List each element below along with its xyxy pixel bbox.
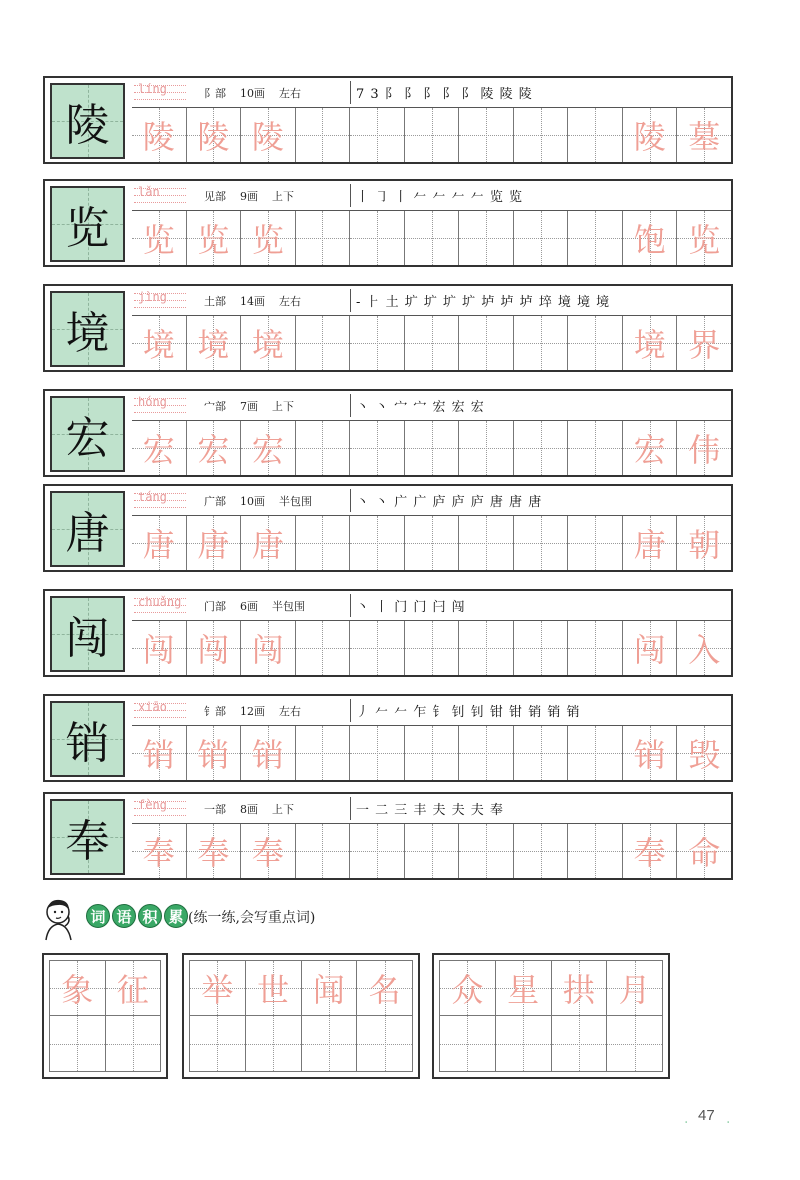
practice-cell[interactable] [187, 824, 242, 878]
character-meta [204, 293, 315, 309]
character-info-row [132, 486, 731, 516]
vocab-trace-character: 举 [201, 971, 234, 1009]
pinyin-text: xiāo [138, 700, 167, 714]
practice-cell[interactable] [187, 108, 242, 162]
practice-grid [132, 316, 731, 370]
trace-word-character: 墓 [688, 118, 721, 156]
vocab-practice-cell[interactable] [440, 1016, 496, 1071]
trace-character: 宏 [197, 431, 230, 469]
vocab-word-block [432, 953, 670, 1079]
trace-word-character: 奉 [633, 834, 666, 872]
practice-cell[interactable] [132, 316, 187, 370]
radical: 宀部 [204, 400, 226, 413]
pinyin-box[interactable] [132, 288, 188, 312]
model-character-box [50, 596, 125, 672]
character-info-row [132, 181, 731, 211]
trace-word-character: 陵 [633, 118, 666, 156]
character-meta [204, 398, 308, 414]
pinyin-text: táng [138, 490, 167, 504]
pinyin-text: jìng [138, 290, 167, 304]
trace-character: 唐 [142, 526, 175, 564]
practice-cell[interactable] [241, 211, 296, 265]
practice-cell[interactable] [459, 108, 514, 162]
vocab-trace-character: 月 [618, 971, 651, 1009]
practice-cell[interactable] [623, 726, 678, 780]
structure: 半包围 [272, 600, 305, 613]
vocab-trace-character: 名 [368, 971, 401, 1009]
character-block [43, 76, 733, 164]
trace-character: 境 [197, 326, 230, 364]
character-block [43, 694, 733, 782]
character-block [43, 484, 733, 572]
vocab-trace-cell[interactable] [607, 961, 662, 1015]
vocab-title [86, 904, 188, 928]
practice-grid [132, 824, 731, 878]
practice-cell[interactable] [459, 316, 514, 370]
vocab-practice-cell[interactable] [357, 1016, 412, 1071]
vocab-trace-cell[interactable] [552, 961, 608, 1015]
practice-cell[interactable] [296, 316, 351, 370]
character-block [43, 284, 733, 372]
pinyin-text: lǎn [138, 185, 160, 199]
practice-cell[interactable] [623, 108, 678, 162]
practice-cell[interactable] [623, 421, 678, 475]
trace-word-character: 界 [688, 326, 721, 364]
character-meta [204, 598, 319, 614]
trace-word-character: 销 [633, 736, 666, 774]
trace-word-character: 命 [688, 834, 721, 872]
radical: 门部 [204, 600, 226, 613]
pinyin-box[interactable] [132, 698, 188, 722]
trace-character: 奉 [251, 834, 284, 872]
practice-cell[interactable] [350, 108, 405, 162]
practice-cell[interactable] [677, 108, 731, 162]
practice-grid [132, 516, 731, 570]
pinyin-box[interactable] [132, 488, 188, 512]
vocab-trace-cell[interactable] [190, 961, 246, 1015]
character-info-row [132, 696, 731, 726]
trace-character: 销 [142, 736, 175, 774]
model-character-box [50, 396, 125, 472]
vocab-trace-cell[interactable] [302, 961, 358, 1015]
practice-cell[interactable] [514, 316, 569, 370]
vocab-title-char: 语 [112, 904, 136, 928]
vocab-trace-character: 闻 [312, 971, 345, 1009]
character-info-row [132, 794, 731, 824]
practice-cell[interactable] [296, 421, 351, 475]
pinyin-text: hóng [138, 395, 167, 409]
vocab-practice-cell[interactable] [246, 1016, 302, 1071]
vocab-trace-character: 世 [257, 971, 290, 1009]
vocab-title-char: 词 [86, 904, 110, 928]
trace-word-character: 宏 [633, 431, 666, 469]
practice-cell[interactable] [350, 621, 405, 675]
trace-character: 宏 [142, 431, 175, 469]
trace-character: 览 [251, 221, 284, 259]
trace-character: 销 [251, 736, 284, 774]
practice-cell[interactable] [677, 824, 731, 878]
structure: 左右 [279, 295, 301, 308]
vocab-practice-cell[interactable] [106, 1016, 161, 1071]
practice-cell[interactable] [350, 421, 405, 475]
practice-cell[interactable] [459, 726, 514, 780]
pinyin-box[interactable] [132, 80, 188, 104]
model-character: 览 [65, 203, 110, 254]
practice-cell[interactable] [241, 516, 296, 570]
practice-cell[interactable] [514, 421, 569, 475]
trace-character: 陵 [251, 118, 284, 156]
radical: 阝部 [204, 87, 226, 100]
stroke-order: 丶 丶 广 广 庐 庐 庐 唐 唐 唐 [356, 495, 543, 510]
page-number: 47 [698, 1107, 715, 1124]
vocab-subtitle: (练一练,会写重点词) [188, 910, 316, 926]
trace-character: 唐 [251, 526, 284, 564]
vocab-trace-cell[interactable] [496, 961, 552, 1015]
practice-cell[interactable] [405, 316, 460, 370]
vocab-trace-character: 象 [61, 971, 94, 1009]
model-character: 陵 [65, 100, 110, 151]
trace-word-character: 伟 [688, 431, 721, 469]
vocab-word-block [42, 953, 168, 1079]
practice-cell[interactable] [677, 211, 731, 265]
model-character-box [50, 291, 125, 367]
vocab-trace-cell[interactable] [357, 961, 412, 1015]
practice-cell[interactable] [187, 316, 242, 370]
trace-character: 境 [251, 326, 284, 364]
trace-character: 销 [197, 736, 230, 774]
vocab-practice-cell[interactable] [50, 1016, 106, 1071]
practice-cell[interactable] [459, 421, 514, 475]
practice-cell[interactable] [241, 726, 296, 780]
radical: 一部 [204, 803, 226, 816]
structure: 左右 [279, 705, 301, 718]
practice-cell[interactable] [623, 621, 678, 675]
practice-cell[interactable] [677, 621, 731, 675]
practice-cell[interactable] [350, 211, 405, 265]
practice-cell[interactable] [132, 824, 187, 878]
stroke-count: 6画 [240, 600, 258, 613]
vocab-trace-cell[interactable] [246, 961, 302, 1015]
stroke-count: 14画 [240, 295, 265, 308]
practice-cell[interactable] [568, 621, 623, 675]
practice-grid [132, 421, 731, 475]
model-character-box [50, 701, 125, 777]
vocab-title-char: 累 [164, 904, 188, 928]
vocab-trace-cell[interactable] [440, 961, 496, 1015]
character-block [43, 589, 733, 677]
practice-cell[interactable] [132, 726, 187, 780]
character-info-row [132, 286, 731, 316]
practice-cell[interactable] [405, 726, 460, 780]
trace-character: 闯 [251, 631, 284, 669]
practice-cell[interactable] [405, 824, 460, 878]
trace-character: 闯 [197, 631, 230, 669]
practice-cell[interactable] [241, 824, 296, 878]
model-character: 奉 [65, 816, 110, 867]
vocab-practice-cell[interactable] [607, 1016, 662, 1071]
practice-cell[interactable] [405, 108, 460, 162]
practice-cell[interactable] [132, 108, 187, 162]
practice-cell[interactable] [405, 516, 460, 570]
trace-character: 闯 [142, 631, 175, 669]
model-character: 闯 [65, 613, 110, 664]
character-block [43, 389, 733, 477]
model-character: 唐 [65, 508, 110, 559]
stroke-order: 丿 𠂉 𠂉 乍 钅 钊 钊 钳 钳 销 销 销 [356, 705, 581, 720]
character-info-row [132, 391, 731, 421]
stroke-order: 丶 丶 宀 宀 宏 宏 宏 [356, 400, 485, 415]
pinyin-box[interactable] [132, 796, 188, 820]
vocab-trace-cell[interactable] [50, 961, 106, 1015]
trace-word-character: 闯 [633, 631, 666, 669]
model-character-box [50, 186, 125, 262]
trace-character: 宏 [251, 431, 284, 469]
practice-cell[interactable] [241, 316, 296, 370]
pinyin-text: fèng [138, 798, 167, 812]
practice-cell[interactable] [514, 108, 569, 162]
pinyin-box[interactable] [132, 393, 188, 417]
practice-cell[interactable] [623, 211, 678, 265]
model-character: 销 [65, 718, 110, 769]
vocab-practice-cell[interactable] [190, 1016, 246, 1071]
practice-cell[interactable] [187, 516, 242, 570]
structure: 左右 [279, 87, 301, 100]
character-info-row [132, 591, 731, 621]
practice-cell[interactable] [459, 824, 514, 878]
structure: 半包围 [279, 495, 312, 508]
radical: 土部 [204, 295, 226, 308]
character-info-row [132, 78, 731, 108]
practice-cell[interactable] [296, 516, 351, 570]
practice-cell[interactable] [132, 621, 187, 675]
character-block [43, 792, 733, 880]
trace-character: 览 [142, 221, 175, 259]
trace-word-character: 览 [688, 221, 721, 259]
practice-cell[interactable] [568, 316, 623, 370]
model-character-box [50, 799, 125, 875]
practice-cell[interactable] [132, 516, 187, 570]
practice-cell[interactable] [623, 516, 678, 570]
stroke-count: 8画 [240, 803, 258, 816]
practice-cell[interactable] [187, 211, 242, 265]
character-meta [204, 703, 315, 719]
practice-grid [132, 726, 731, 780]
character-meta [204, 188, 308, 204]
trace-word-character: 境 [633, 326, 666, 364]
practice-cell[interactable] [514, 516, 569, 570]
trace-word-character: 毁 [688, 736, 721, 774]
practice-cell[interactable] [568, 211, 623, 265]
trace-character: 奉 [197, 834, 230, 872]
trace-word-character: 入 [688, 631, 721, 669]
page-number-decoration: · [726, 1115, 731, 1131]
stroke-count: 10画 [240, 87, 265, 100]
trace-character: 境 [142, 326, 175, 364]
model-character: 境 [65, 308, 110, 359]
practice-cell[interactable] [514, 211, 569, 265]
pinyin-box[interactable] [132, 183, 188, 207]
practice-cell[interactable] [623, 824, 678, 878]
trace-character: 奉 [142, 834, 175, 872]
practice-cell[interactable] [241, 621, 296, 675]
practice-cell[interactable] [405, 211, 460, 265]
stroke-count: 10画 [240, 495, 265, 508]
practice-cell[interactable] [568, 516, 623, 570]
stroke-order: 7 3 阝 阝 阝 阝 阝 陵 陵 陵 [356, 87, 533, 102]
character-meta [204, 801, 308, 817]
stroke-count: 12画 [240, 705, 265, 718]
practice-cell[interactable] [459, 516, 514, 570]
character-meta [204, 493, 326, 509]
model-character: 宏 [65, 413, 110, 464]
radical: 见部 [204, 190, 226, 203]
practice-cell[interactable] [568, 108, 623, 162]
practice-cell[interactable] [187, 421, 242, 475]
practice-cell[interactable] [459, 211, 514, 265]
character-block [43, 179, 733, 267]
practice-cell[interactable] [132, 421, 187, 475]
practice-cell[interactable] [241, 421, 296, 475]
practice-cell[interactable] [350, 516, 405, 570]
practice-cell[interactable] [677, 516, 731, 570]
practice-cell[interactable] [187, 726, 242, 780]
practice-cell[interactable] [187, 621, 242, 675]
radical: 广部 [204, 495, 226, 508]
trace-word-character: 唐 [633, 526, 666, 564]
page-number-decoration: · [684, 1115, 689, 1131]
practice-cell[interactable] [459, 621, 514, 675]
vocab-section-header [38, 896, 538, 942]
practice-cell[interactable] [296, 726, 351, 780]
trace-character: 陵 [142, 118, 175, 156]
practice-cell[interactable] [514, 824, 569, 878]
trace-word-character: 朝 [688, 526, 721, 564]
child-thinking-icon [38, 896, 82, 942]
structure: 上下 [272, 803, 294, 816]
stroke-order: 丶 丨 门 门 闩 闯 [356, 600, 466, 615]
practice-cell[interactable] [568, 726, 623, 780]
vocab-practice-cell[interactable] [302, 1016, 358, 1071]
stroke-count: 9画 [240, 190, 258, 203]
practice-grid [132, 108, 731, 162]
pinyin-text: chuǎng [138, 595, 182, 609]
practice-cell[interactable] [514, 726, 569, 780]
practice-cell[interactable] [296, 621, 351, 675]
vocab-trace-cell[interactable] [106, 961, 161, 1015]
trace-word-character: 饱 [633, 221, 666, 259]
practice-cell[interactable] [677, 726, 731, 780]
trace-character: 览 [197, 221, 230, 259]
vocab-title-char: 积 [138, 904, 162, 928]
practice-cell[interactable] [350, 726, 405, 780]
structure: 上下 [272, 400, 294, 413]
model-character-box [50, 491, 125, 567]
vocab-trace-character: 众 [451, 971, 484, 1009]
practice-cell[interactable] [296, 108, 351, 162]
practice-grid [132, 621, 731, 675]
trace-character: 唐 [197, 526, 230, 564]
practice-cell[interactable] [241, 108, 296, 162]
practice-cell[interactable] [514, 621, 569, 675]
practice-cell[interactable] [296, 824, 351, 878]
practice-cell[interactable] [350, 824, 405, 878]
stroke-count: 7画 [240, 400, 258, 413]
practice-cell[interactable] [677, 421, 731, 475]
practice-cell[interactable] [405, 621, 460, 675]
stroke-order: - ⺊ 土 圹 圹 圹 圹 垆 垆 垆 埣 境 境 境 [356, 295, 611, 310]
character-meta [204, 85, 315, 101]
pinyin-box[interactable] [132, 593, 188, 617]
practice-cell[interactable] [132, 211, 187, 265]
model-character-box [50, 83, 125, 159]
vocab-trace-character: 征 [116, 971, 149, 1009]
practice-cell[interactable] [568, 421, 623, 475]
vocab-trace-character: 星 [507, 971, 540, 1009]
vocab-trace-character: 拱 [562, 971, 595, 1009]
structure: 上下 [272, 190, 294, 203]
practice-cell[interactable] [677, 316, 731, 370]
practice-cell[interactable] [568, 824, 623, 878]
practice-cell[interactable] [296, 211, 351, 265]
pinyin-text: líng [138, 82, 167, 96]
radical: 钅部 [204, 705, 226, 718]
stroke-order: 丨 ㇆ 丨 𠂉 𠂉 𠂉 𠂉 览 览 [356, 190, 524, 205]
practice-cell[interactable] [350, 316, 405, 370]
practice-cell[interactable] [405, 421, 460, 475]
practice-grid [132, 211, 731, 265]
trace-character: 陵 [197, 118, 230, 156]
stroke-order: 一 二 三 丰 夫 夫 夫 奉 [356, 803, 504, 818]
vocab-word-block [182, 953, 420, 1079]
vocab-practice-cell[interactable] [496, 1016, 552, 1071]
vocab-practice-cell[interactable] [552, 1016, 608, 1071]
practice-cell[interactable] [623, 316, 678, 370]
